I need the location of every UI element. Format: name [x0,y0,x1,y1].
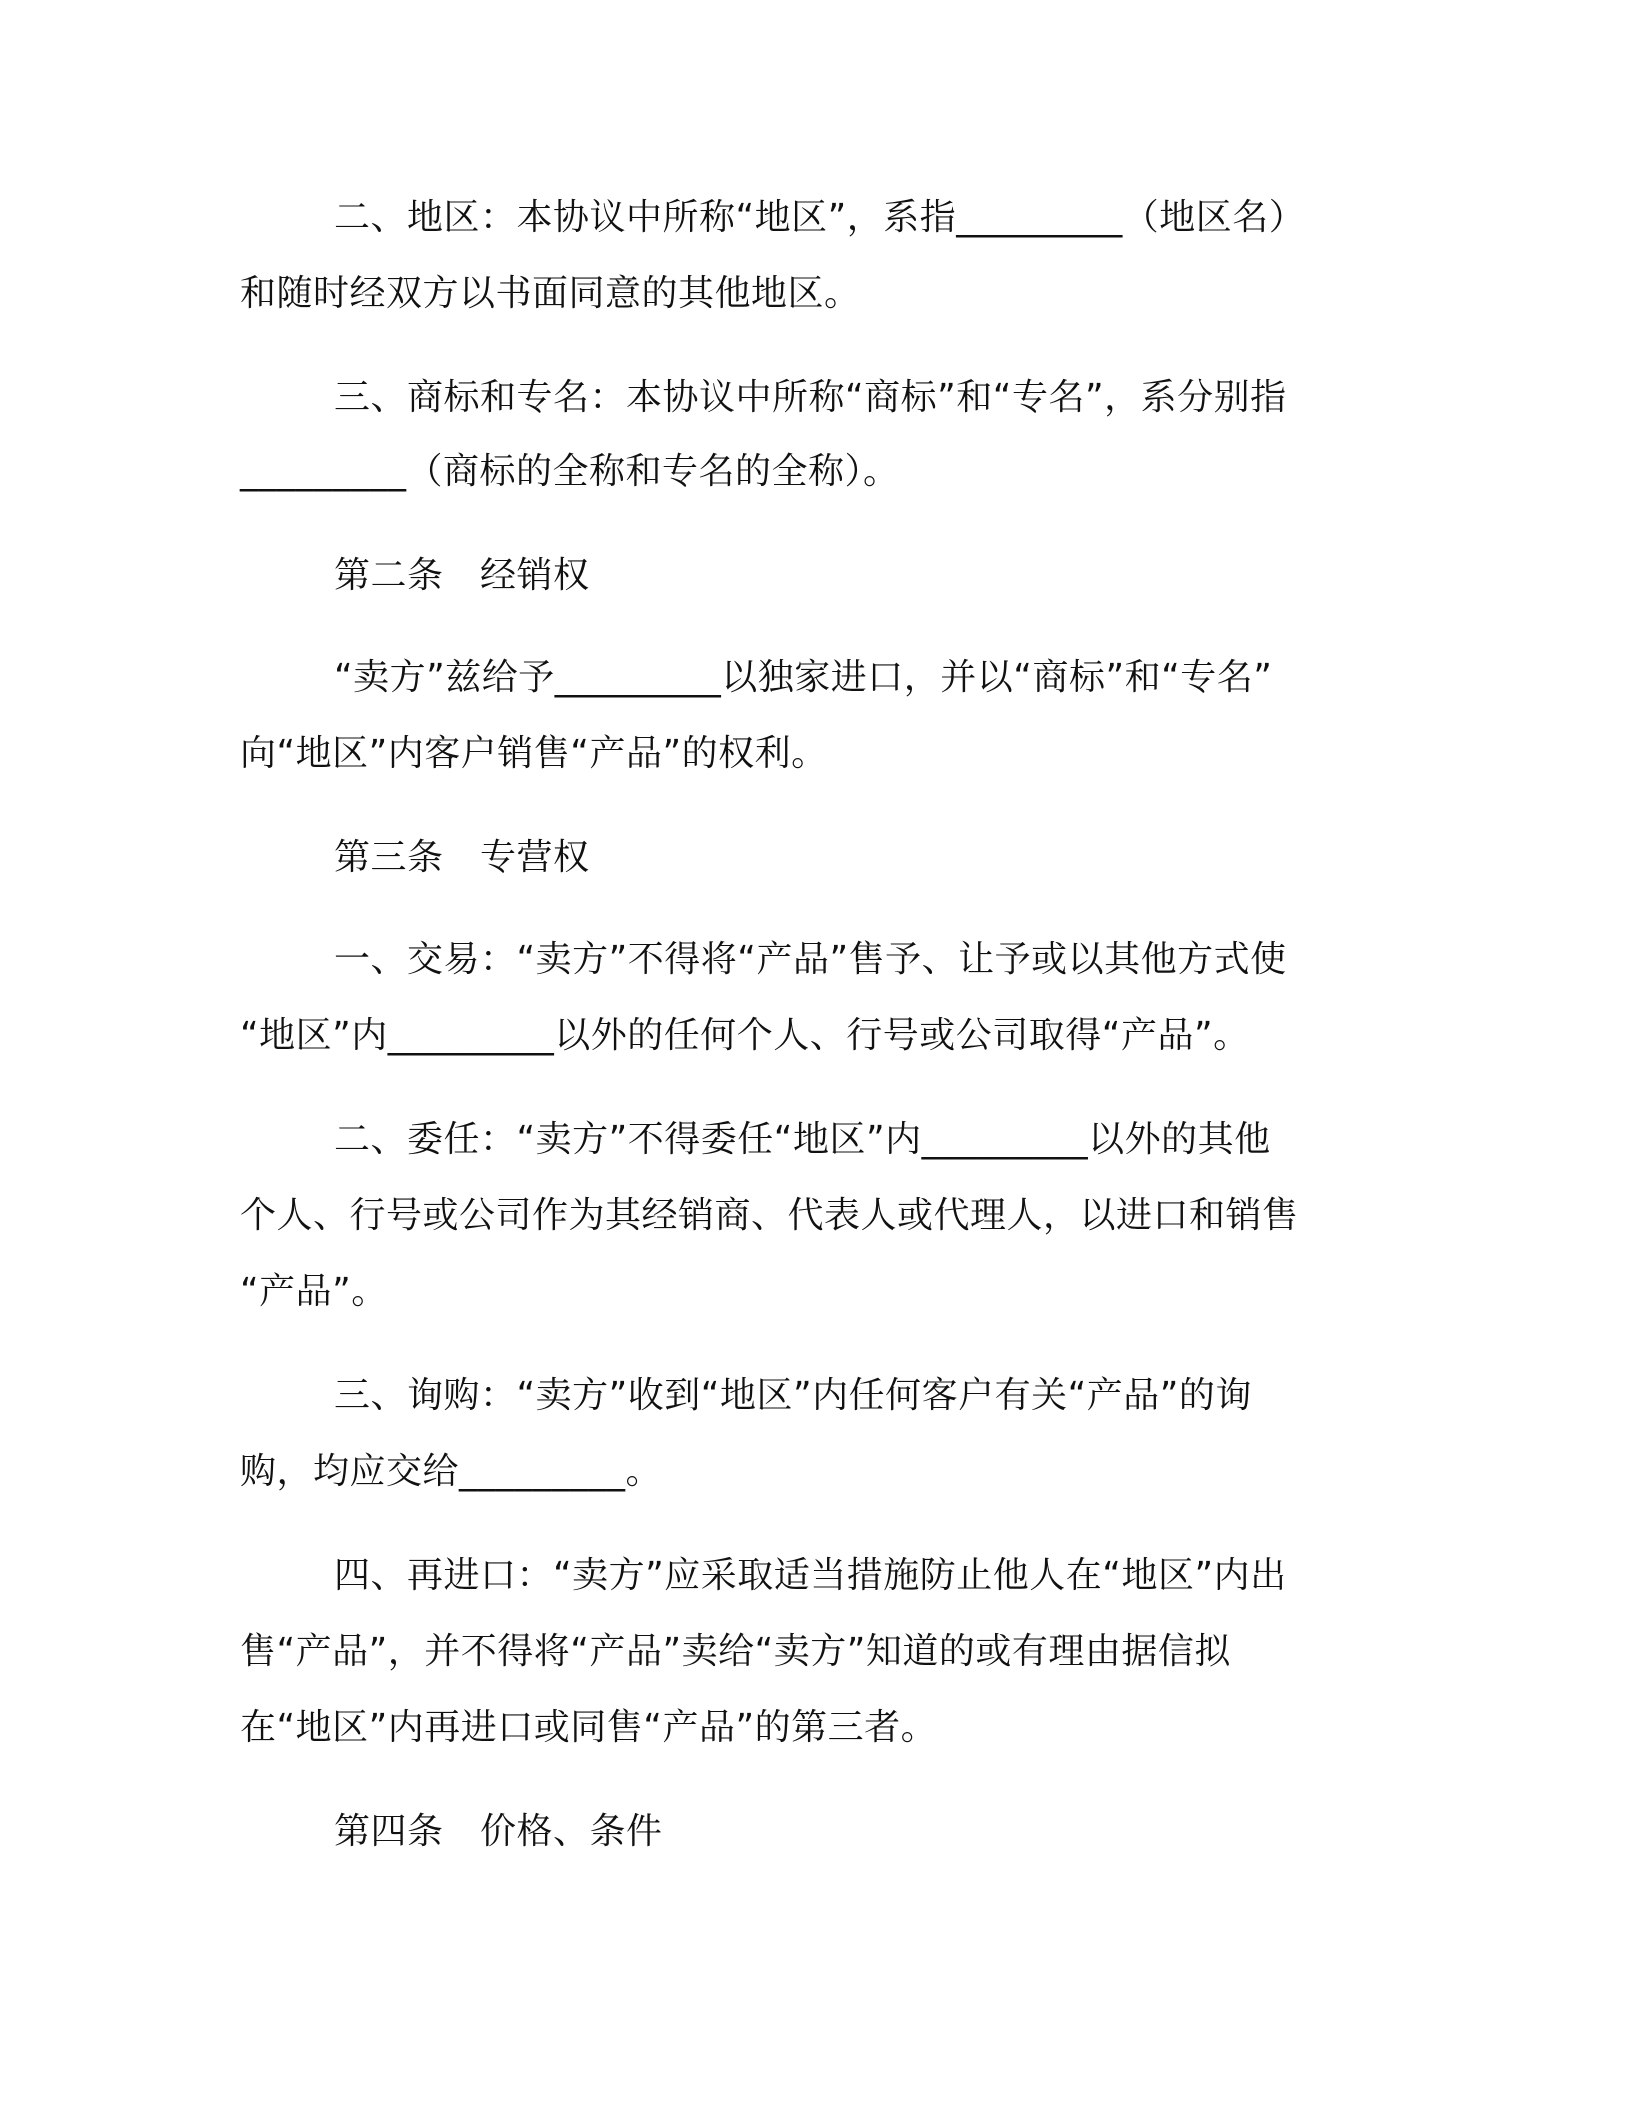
text-line: 三、询购：“卖方”收到“地区”内任何客户有关“产品”的询 [334,1375,1252,1416]
text-line: 售“产品”，并不得将“产品”卖给“卖方”知道的或有理由据信拟 [240,1631,1231,1672]
section-heading: 第二条 经销权 [334,555,590,596]
text-line: 在“地区”内再进口或同售“产品”的第三者。 [240,1707,938,1748]
text-line: 购，均应交给_________。 [240,1451,663,1492]
text-line: 二、地区：本协议中所称“地区”，系指_________（地区名） [334,197,1306,238]
text-line: _________（商标的全称和专名的全称）。 [240,451,900,492]
text-line: 一、交易：“卖方”不得将“产品”售予、让予或以其他方式使 [334,939,1287,980]
text-line: 和随时经双方以书面同意的其他地区。 [240,273,861,314]
text-line: 四、再进口：“卖方”应采取适当措施防止他人在“地区”内出 [334,1555,1287,1596]
section-heading: 第三条 专营权 [334,837,590,878]
text-line: “卖方”兹给予_________以独家进口，并以“商标”和“专名” [334,657,1273,698]
text-line: 三、商标和专名：本协议中所称“商标”和“专名”，系分别指 [334,377,1287,418]
text-line: 二、委任：“卖方”不得委任“地区”内_________以外的其他 [334,1119,1271,1160]
text-line: 向“地区”内客户销售“产品”的权利。 [240,733,828,774]
section-heading: 第四条 价格、条件 [334,1811,663,1852]
text-line: “产品”。 [240,1271,388,1312]
text-line: “地区”内_________以外的任何个人、行号或公司取得“产品”。 [240,1015,1250,1056]
text-line: 个人、行号或公司作为其经销商、代表人或代理人，以进口和销售 [240,1195,1299,1236]
